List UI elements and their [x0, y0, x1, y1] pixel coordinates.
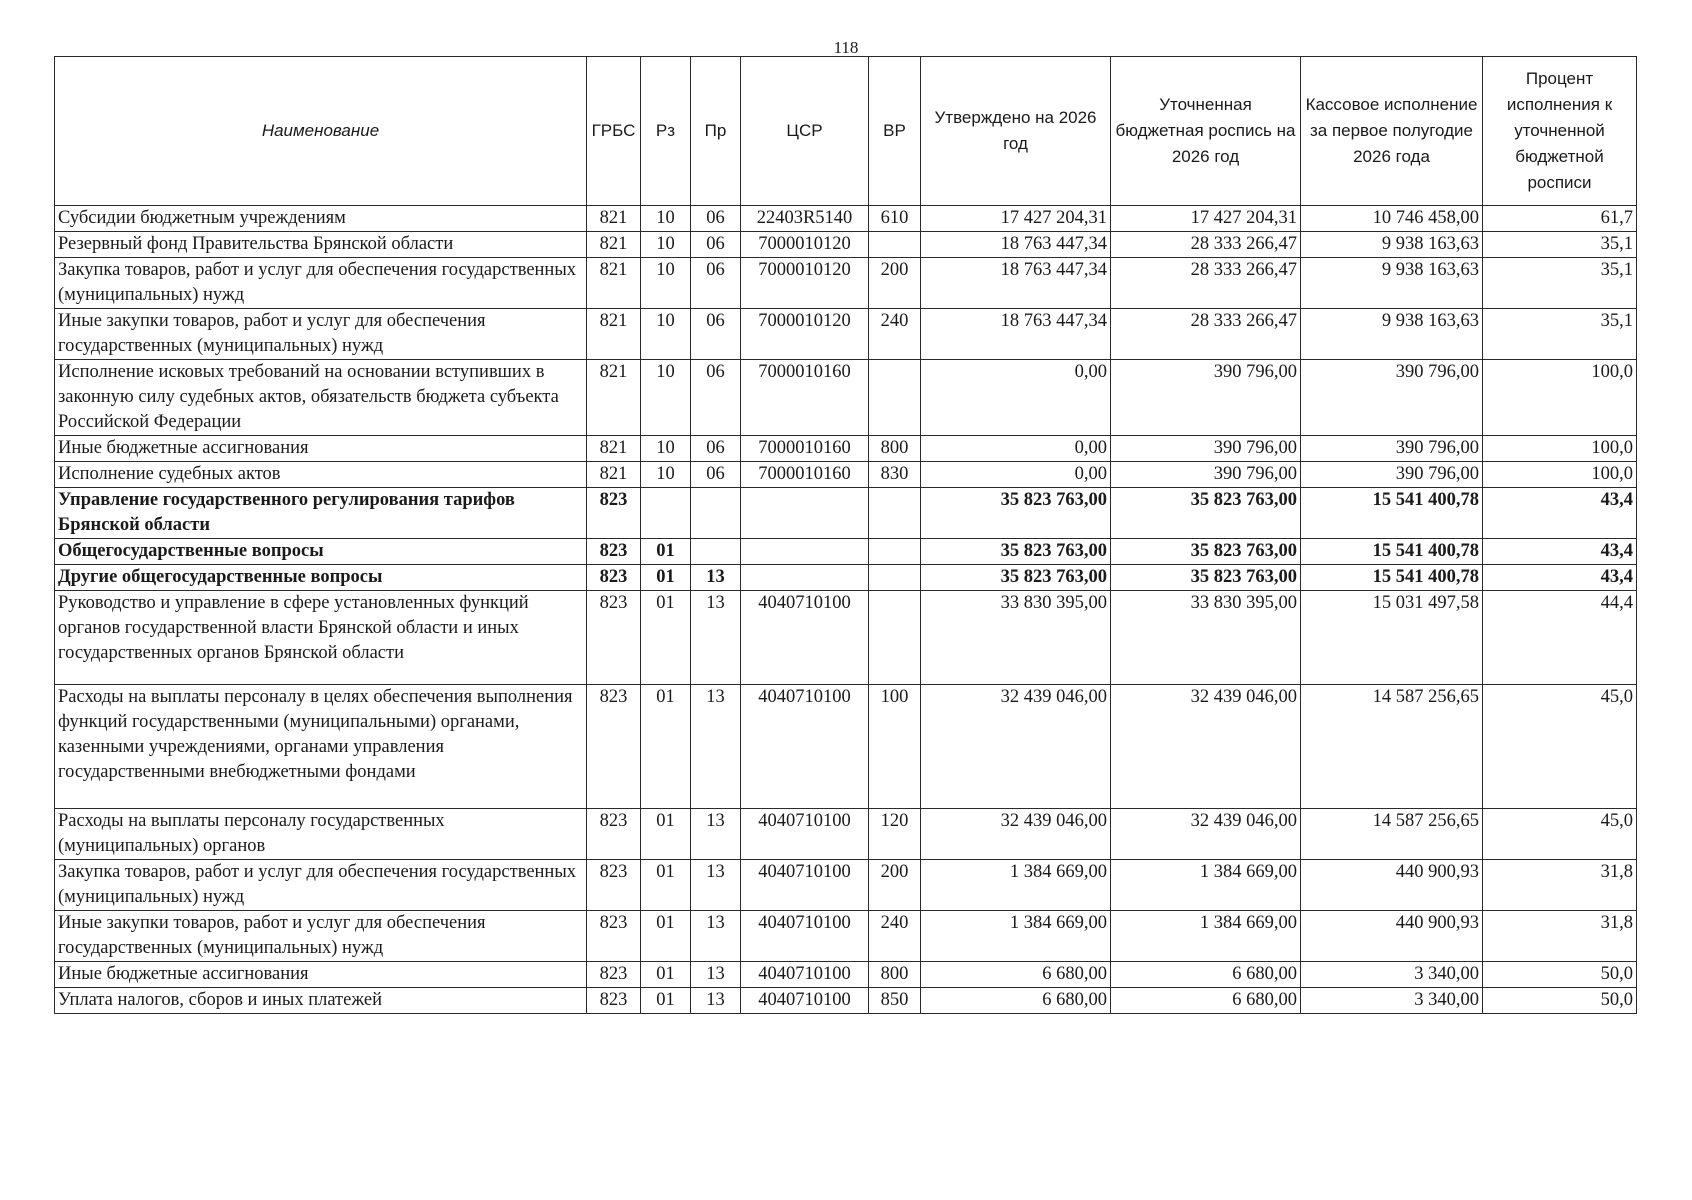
cell-csr: 4040710100: [741, 911, 869, 962]
cell-grbs: 821: [587, 462, 641, 488]
cell-rz: 01: [641, 911, 691, 962]
table-row: [55, 232, 1637, 258]
cell-csr: 7000010120: [741, 232, 869, 258]
cell-grbs: 821: [587, 232, 641, 258]
cell-name: Общегосударственные вопросы: [55, 539, 587, 565]
cell-rz: 01: [641, 962, 691, 988]
cell-percent: 31,8: [1483, 911, 1637, 962]
cell-pr: 06: [691, 436, 741, 462]
cell-percent: 50,0: [1483, 988, 1637, 1014]
cell-vr: 800: [869, 962, 921, 988]
cell-approved: 32 439 046,00: [921, 685, 1111, 809]
cell-vr: [869, 488, 921, 539]
cell-csr: 22403R5140: [741, 206, 869, 232]
cell-name: Иные бюджетные ассигнования: [55, 962, 587, 988]
cell-cash: 440 900,93: [1301, 911, 1483, 962]
table-row: [55, 988, 1637, 1014]
cell-name: Исполнение судебных актов: [55, 462, 587, 488]
header-name: Наименование: [55, 57, 587, 206]
cell-csr: [741, 539, 869, 565]
cell-grbs: 823: [587, 911, 641, 962]
cell-percent: 45,0: [1483, 685, 1637, 809]
cell-csr: 7000010120: [741, 309, 869, 360]
header-approved: Утверждено на 2026 год: [921, 57, 1111, 206]
cell-refined: 28 333 266,47: [1111, 309, 1301, 360]
cell-name: Закупка товаров, работ и услуг для обеспечения государственных (муниципальных) нужд: [55, 860, 587, 911]
cell-rz: 10: [641, 462, 691, 488]
cell-vr: 120: [869, 809, 921, 860]
cell-vr: 200: [869, 860, 921, 911]
cell-rz: 10: [641, 436, 691, 462]
cell-rz: 01: [641, 565, 691, 591]
cell-cash: 15 541 400,78: [1301, 488, 1483, 539]
header-grbs: ГРБС: [587, 57, 641, 206]
cell-approved: 6 680,00: [921, 962, 1111, 988]
cell-csr: [741, 488, 869, 539]
cell-pr: 13: [691, 565, 741, 591]
table-row: [55, 860, 1637, 911]
cell-percent: 31,8: [1483, 860, 1637, 911]
cell-pr: 06: [691, 309, 741, 360]
table-row: [55, 206, 1637, 232]
cell-vr: 240: [869, 309, 921, 360]
cell-percent: 100,0: [1483, 436, 1637, 462]
cell-vr: 100: [869, 685, 921, 809]
cell-name: Резервный фонд Правительства Брянской области: [55, 232, 587, 258]
cell-refined: 32 439 046,00: [1111, 809, 1301, 860]
page-number: 118: [833, 38, 859, 57]
cell-approved: 18 763 447,34: [921, 309, 1111, 360]
cell-percent: 61,7: [1483, 206, 1637, 232]
cell-pr: [691, 488, 741, 539]
cell-name: Управление государственного регулирования тарифов Брянской области: [55, 488, 587, 539]
cell-pr: 06: [691, 360, 741, 436]
cell-percent: 35,1: [1483, 232, 1637, 258]
cell-cash: 9 938 163,63: [1301, 258, 1483, 309]
cell-cash: 440 900,93: [1301, 860, 1483, 911]
cell-percent: 35,1: [1483, 309, 1637, 360]
cell-refined: 17 427 204,31: [1111, 206, 1301, 232]
cell-name: Иные закупки товаров, работ и услуг для обеспечения государственных (муниципальных) нужд: [55, 911, 587, 962]
cell-pr: 06: [691, 232, 741, 258]
cell-grbs: 823: [587, 565, 641, 591]
cell-cash: 9 938 163,63: [1301, 309, 1483, 360]
cell-approved: 6 680,00: [921, 988, 1111, 1014]
cell-vr: [869, 565, 921, 591]
cell-grbs: 823: [587, 488, 641, 539]
cell-name: Закупка товаров, работ и услуг для обеспечения государственных (муниципальных) нужд: [55, 258, 587, 309]
cell-name: Другие общегосударственные вопросы: [55, 565, 587, 591]
table-row: [55, 809, 1637, 860]
table-row: [55, 258, 1637, 309]
cell-vr: [869, 232, 921, 258]
table-header-row: [55, 57, 1637, 206]
cell-rz: 01: [641, 685, 691, 809]
table-row: [55, 436, 1637, 462]
cell-grbs: 821: [587, 258, 641, 309]
cell-approved: 18 763 447,34: [921, 232, 1111, 258]
cell-rz: 10: [641, 309, 691, 360]
cell-csr: 7000010160: [741, 436, 869, 462]
cell-cash: 15 031 497,58: [1301, 591, 1483, 685]
cell-refined: 390 796,00: [1111, 462, 1301, 488]
cell-rz: 10: [641, 206, 691, 232]
cell-percent: 100,0: [1483, 360, 1637, 436]
cell-name: Расходы на выплаты персоналу в целях обеспечения выполнения функций государственными (муниципальными) органами, казенными учреждениями, органами управления государственными внебюджетными фондами: [55, 685, 587, 809]
cell-grbs: 821: [587, 360, 641, 436]
cell-vr: 830: [869, 462, 921, 488]
table-row: [55, 591, 1637, 685]
cell-refined: 1 384 669,00: [1111, 860, 1301, 911]
cell-grbs: 823: [587, 685, 641, 809]
cell-csr: 4040710100: [741, 988, 869, 1014]
cell-cash: 15 541 400,78: [1301, 539, 1483, 565]
cell-approved: 35 823 763,00: [921, 565, 1111, 591]
cell-cash: 9 938 163,63: [1301, 232, 1483, 258]
table-row: [55, 565, 1637, 591]
cell-percent: 100,0: [1483, 462, 1637, 488]
cell-rz: 01: [641, 539, 691, 565]
table-row: [55, 539, 1637, 565]
cell-approved: 35 823 763,00: [921, 539, 1111, 565]
cell-grbs: 821: [587, 436, 641, 462]
cell-approved: 0,00: [921, 462, 1111, 488]
cell-vr: [869, 591, 921, 685]
cell-name: Иные бюджетные ассигнования: [55, 436, 587, 462]
table-row: [55, 462, 1637, 488]
cell-cash: 390 796,00: [1301, 360, 1483, 436]
cell-rz: 01: [641, 988, 691, 1014]
cell-approved: 18 763 447,34: [921, 258, 1111, 309]
header-rz: Рз: [641, 57, 691, 206]
cell-approved: 17 427 204,31: [921, 206, 1111, 232]
cell-csr: 4040710100: [741, 962, 869, 988]
cell-pr: 06: [691, 462, 741, 488]
cell-refined: 28 333 266,47: [1111, 258, 1301, 309]
cell-refined: 390 796,00: [1111, 436, 1301, 462]
cell-grbs: 823: [587, 539, 641, 565]
cell-cash: 390 796,00: [1301, 462, 1483, 488]
cell-percent: 50,0: [1483, 962, 1637, 988]
cell-approved: 1 384 669,00: [921, 860, 1111, 911]
cell-csr: 7000010160: [741, 360, 869, 436]
cell-cash: 15 541 400,78: [1301, 565, 1483, 591]
cell-percent: 43,4: [1483, 565, 1637, 591]
cell-name: Руководство и управление в сфере установленных функций органов государственной власти Брянской области и иных государственных органов Брянской области: [55, 591, 587, 685]
cell-csr: 4040710100: [741, 809, 869, 860]
table-row: [55, 309, 1637, 360]
table-row: [55, 488, 1637, 539]
cell-grbs: 823: [587, 591, 641, 685]
cell-vr: 850: [869, 988, 921, 1014]
cell-approved: 1 384 669,00: [921, 911, 1111, 962]
cell-rz: 10: [641, 232, 691, 258]
cell-cash: 3 340,00: [1301, 988, 1483, 1014]
cell-grbs: 821: [587, 309, 641, 360]
cell-csr: 7000010160: [741, 462, 869, 488]
header-pr: Пр: [691, 57, 741, 206]
cell-name: Расходы на выплаты персоналу государственных (муниципальных) органов: [55, 809, 587, 860]
cell-approved: 33 830 395,00: [921, 591, 1111, 685]
cell-vr: 240: [869, 911, 921, 962]
cell-percent: 43,4: [1483, 539, 1637, 565]
cell-approved: 35 823 763,00: [921, 488, 1111, 539]
cell-name: Иные закупки товаров, работ и услуг для обеспечения государственных (муниципальных) нужд: [55, 309, 587, 360]
cell-name: Уплата налогов, сборов и иных платежей: [55, 988, 587, 1014]
cell-grbs: 823: [587, 809, 641, 860]
cell-pr: 06: [691, 206, 741, 232]
cell-pr: [691, 539, 741, 565]
cell-pr: 13: [691, 591, 741, 685]
cell-approved: 32 439 046,00: [921, 809, 1111, 860]
cell-approved: 0,00: [921, 360, 1111, 436]
cell-csr: 4040710100: [741, 685, 869, 809]
cell-vr: 800: [869, 436, 921, 462]
cell-csr: 7000010120: [741, 258, 869, 309]
cell-pr: 13: [691, 988, 741, 1014]
cell-refined: 33 830 395,00: [1111, 591, 1301, 685]
header-cash: Кассовое исполнение за первое полугодие 2026 года: [1301, 57, 1483, 206]
cell-name: Исполнение исковых требований на основании вступивших в законную силу судебных актов, обязательств бюджета субъекта Российской Федерации: [55, 360, 587, 436]
cell-pr: 13: [691, 911, 741, 962]
cell-refined: 6 680,00: [1111, 988, 1301, 1014]
header-vr: ВР: [869, 57, 921, 206]
table-body: [55, 206, 1637, 1014]
cell-rz: 01: [641, 809, 691, 860]
budget-table: [54, 56, 1637, 1014]
cell-csr: 4040710100: [741, 860, 869, 911]
cell-pr: 13: [691, 860, 741, 911]
table-row: [55, 911, 1637, 962]
header-refined: Уточненная бюджетная роспись на 2026 год: [1111, 57, 1301, 206]
table-row: [55, 685, 1637, 809]
cell-vr: 610: [869, 206, 921, 232]
cell-cash: 10 746 458,00: [1301, 206, 1483, 232]
cell-rz: 10: [641, 360, 691, 436]
cell-vr: [869, 539, 921, 565]
cell-rz: [641, 488, 691, 539]
cell-vr: [869, 360, 921, 436]
cell-percent: 35,1: [1483, 258, 1637, 309]
cell-refined: 35 823 763,00: [1111, 488, 1301, 539]
header-csr: ЦСР: [741, 57, 869, 206]
cell-cash: 14 587 256,65: [1301, 685, 1483, 809]
cell-percent: 44,4: [1483, 591, 1637, 685]
cell-name: Субсидии бюджетным учреждениям: [55, 206, 587, 232]
cell-grbs: 823: [587, 860, 641, 911]
cell-refined: 35 823 763,00: [1111, 539, 1301, 565]
cell-refined: 6 680,00: [1111, 962, 1301, 988]
cell-csr: 4040710100: [741, 591, 869, 685]
cell-rz: 01: [641, 860, 691, 911]
cell-pr: 13: [691, 962, 741, 988]
cell-pr: 13: [691, 809, 741, 860]
cell-approved: 0,00: [921, 436, 1111, 462]
cell-pr: 13: [691, 685, 741, 809]
header-percent: Процент исполнения к уточненной бюджетной росписи: [1483, 57, 1637, 206]
cell-cash: 14 587 256,65: [1301, 809, 1483, 860]
cell-grbs: 821: [587, 206, 641, 232]
cell-percent: 45,0: [1483, 809, 1637, 860]
table-row: [55, 360, 1637, 436]
cell-percent: 43,4: [1483, 488, 1637, 539]
cell-pr: 06: [691, 258, 741, 309]
cell-refined: 32 439 046,00: [1111, 685, 1301, 809]
cell-grbs: 823: [587, 962, 641, 988]
cell-grbs: 823: [587, 988, 641, 1014]
cell-refined: 35 823 763,00: [1111, 565, 1301, 591]
cell-csr: [741, 565, 869, 591]
cell-rz: 10: [641, 258, 691, 309]
cell-refined: 1 384 669,00: [1111, 911, 1301, 962]
cell-cash: 390 796,00: [1301, 436, 1483, 462]
table-row: [55, 962, 1637, 988]
cell-cash: 3 340,00: [1301, 962, 1483, 988]
cell-refined: 28 333 266,47: [1111, 232, 1301, 258]
cell-refined: 390 796,00: [1111, 360, 1301, 436]
cell-vr: 200: [869, 258, 921, 309]
cell-rz: 01: [641, 591, 691, 685]
